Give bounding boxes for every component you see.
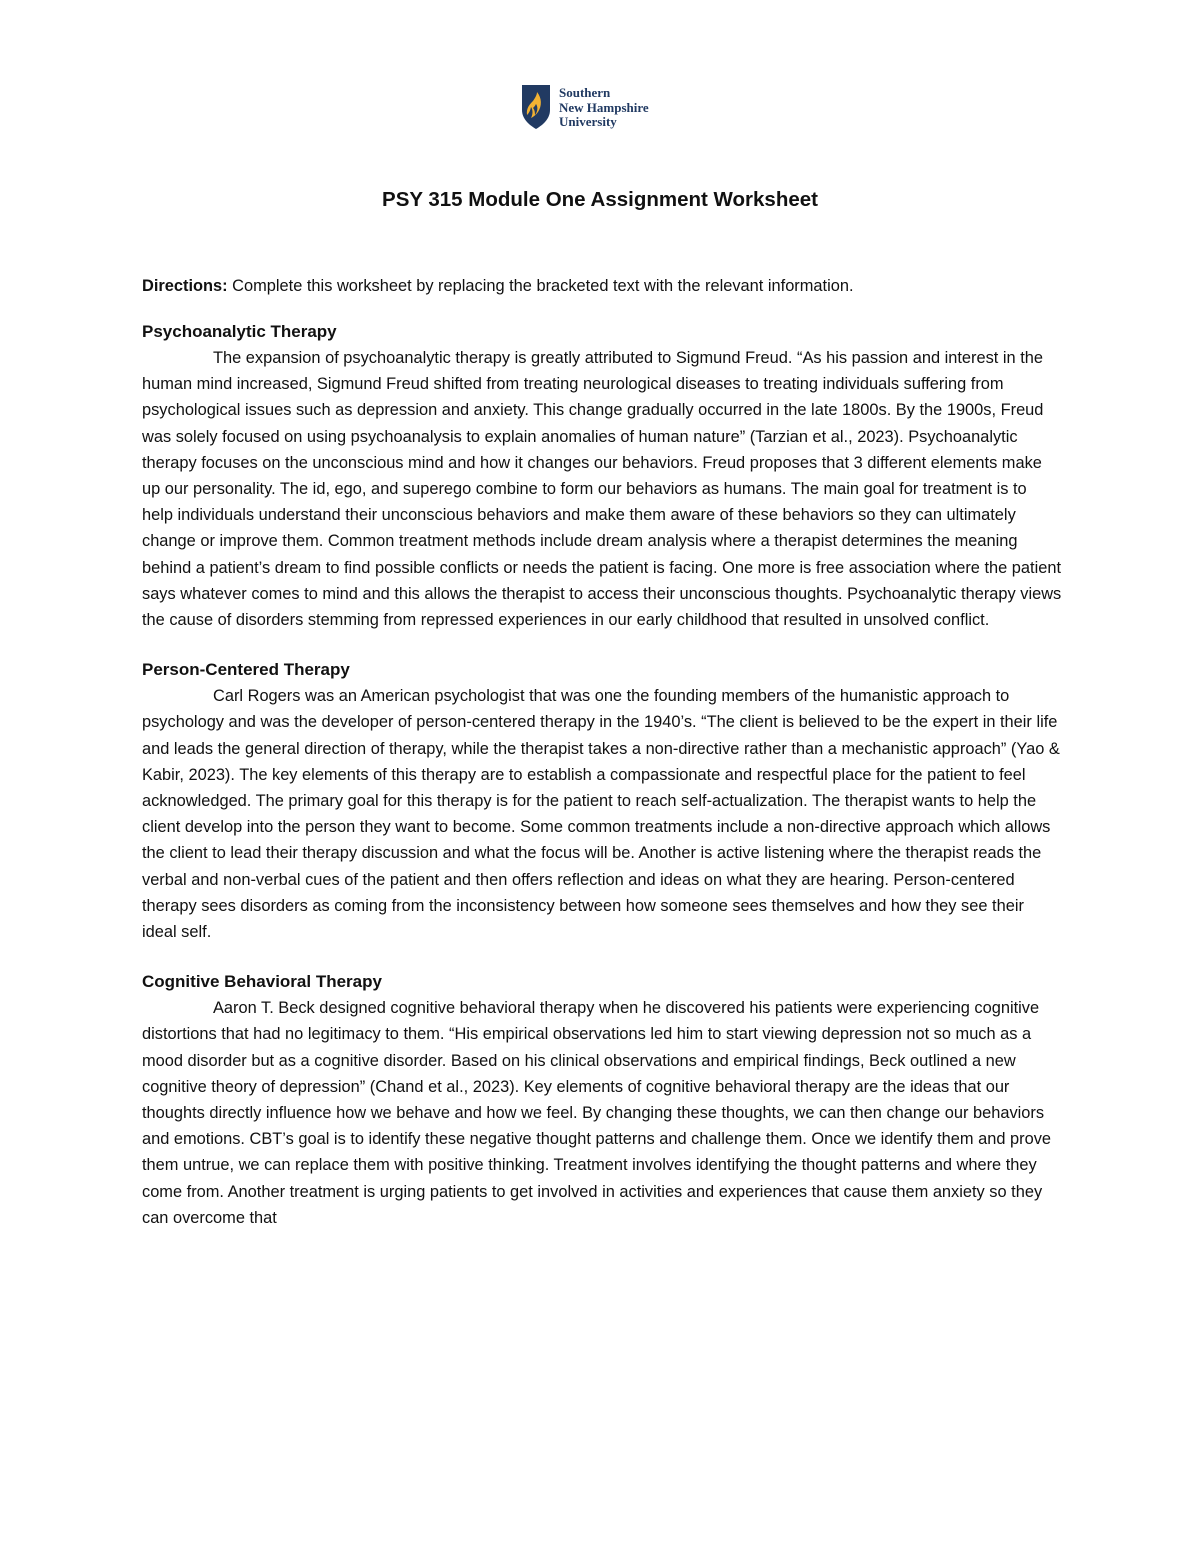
logo-line-new-hampshire: New Hampshire [559,99,649,115]
section-heading: Psychoanalytic Therapy [142,322,337,341]
logo-line-university: University [559,114,617,129]
section-body: Aaron T. Beck designed cognitive behavioral therapy when he discovered his patients were experiencing cognitive distortions that had no legitimacy to them. “His empirical observations led him to start viewing depression not so much as a mood disorder but as a cognitive disorder. Based on his clinical observations and empirical findings, Beck outlined a new cognitive theory of depression” (Chand et al., 2023). Key elements of cognitive behavioral therapy are the ideas that our thoughts directly influence how we behave and how we feel. By changing these thoughts, we can then change our behaviors and emotions. CBT’s goal is to identify these negative thought patterns and challenge them. Once we identify them and prove them untrue, we can replace them with positive thinking. Treatment involves identifying the thought patterns and where they come from. Another treatment is urging patients to get involved in activities and experiences that cause them anxiety so they can overcome that [142,999,1052,1227]
shield-flame-icon [521,84,551,130]
directions-label: Directions: [142,277,228,295]
section-heading: Person-Centered Therapy [142,660,350,680]
section-body: Carl Rogers was an American psychologist that was one the founding members of the humanistic approach to psychology and was the developer of person-centered therapy in the 1940’s. “The client is believed to be the expert in their life and leads the general direction of therapy, while the therapist takes a non-directive rather than a mechanistic approach” (Yao & Kabir, 2023). The key elements of this therapy are to establish a compassionate and respectful place for the patient to feel acknowledged. The primary goal for this therapy is for the patient to reach self-actualization. The therapist wants to help the client develop into the person they want to become. Some common treatments include a non-directive approach which allows the client to lead their therapy discussion and what the focus will be. Another is active listening where the therapist reads the verbal and non-verbal cues of the patient and then offers reflection and ideas on what they are hearing. Person-centered therapy sees disorders as coming from the inconsistency between how someone sees themselves and how they see their ideal self. [142,687,1060,942]
university-logo [521,84,649,130]
section-body: The expansion of psychoanalytic therapy is greatly attributed to Sigmund Freud. “As his passion and interest in the human mind increased, Sigmund Freud shifted from treating neurological diseases to treating individuals suffering from psychological issues such as depression and anxiety. This change gradually occurred in the late 1800s. By the 1900s, Freud was solely focused on using psychoanalysis to explain anomalies of human nature” (Tarzian et al., 2023). Psychoanalytic therapy focuses on the unconscious mind and how it changes our behaviors. Freud proposes that 3 different elements make up our personality. The id, ego, and superego combine to form our behaviors as humans. The main goal for treatment is to help individuals understand their unconscious behaviors and make them aware of these behaviors so they can ultimately change or improve them. Common treatment methods include dream analysis where a therapist determines the meaning behind a patient’s dream to find possible conflicts or needs the patient is facing. One more is free association where the patient says whatever comes to mind and this allows the therapist to access their unconscious thoughts. Psychoanalytic therapy views the cause of disorders stemming from repressed experiences in our early childhood that resulted in unsolved conflict. [142,349,1062,630]
section-heading: Cognitive Behavioral Therapy [142,972,382,992]
directions [142,273,1062,299]
section-psychoanalytic [142,319,1062,633]
directions-text: Complete this worksheet by replacing the bracketed text with the relevant information. [227,277,854,295]
logo-line-southern: Southern [559,85,611,100]
section-cognitive-behavioral [142,969,1062,1231]
section-person-centered [142,657,1062,945]
document-content [142,273,1062,1255]
university-wordmark [559,86,649,130]
document-title: PSY 315 Module One Assignment Worksheet [382,188,818,211]
